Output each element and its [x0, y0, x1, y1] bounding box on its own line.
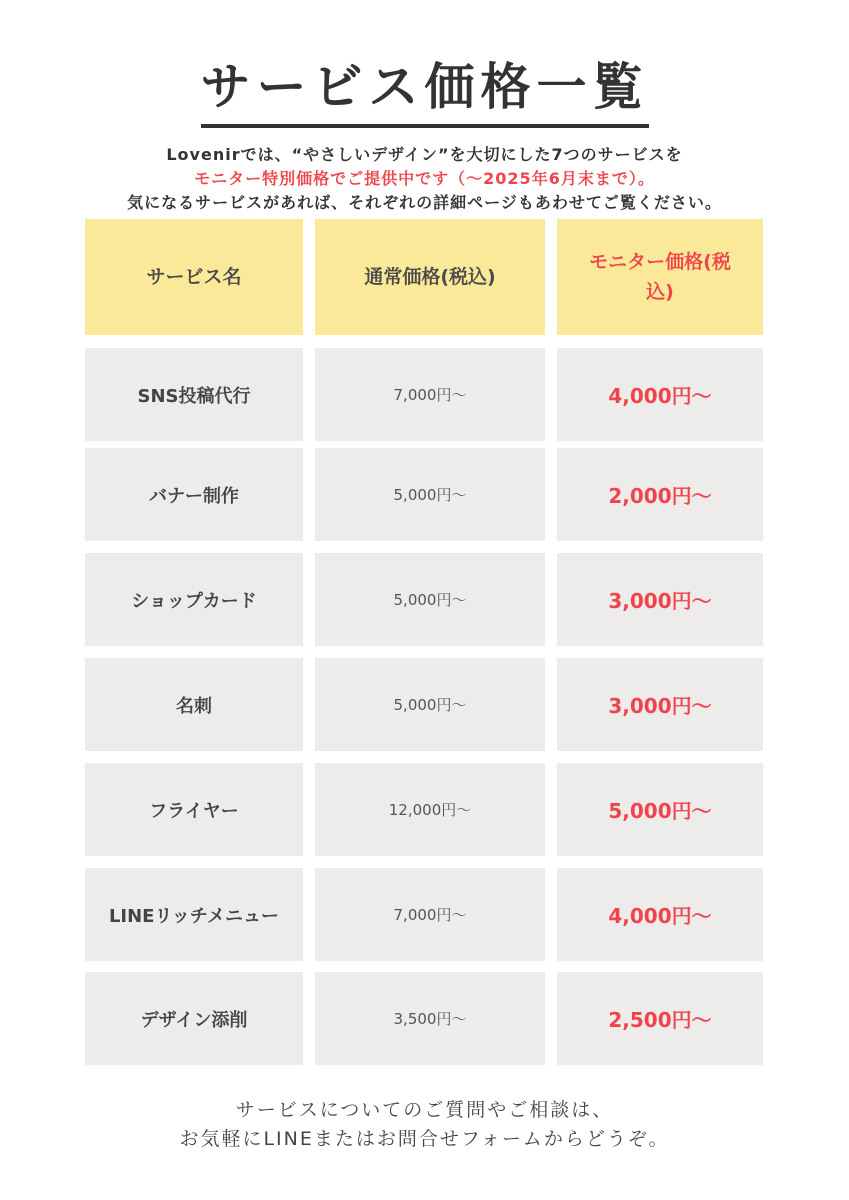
service-name: フライヤー: [85, 763, 303, 856]
footer-line-2: お気軽にLINEまたはお問合せフォームからどうぞ。: [179, 1128, 670, 1150]
header-service-name: サービス名: [85, 219, 303, 335]
monitor-price: 2,000円～: [557, 448, 763, 541]
regular-price: 3,500円～: [315, 972, 545, 1065]
regular-price: 7,000円～: [315, 348, 545, 441]
monitor-price: 4,000円～: [557, 868, 763, 961]
intro-line-3: 気になるサービスがあれば、それぞれの詳細ページもあわせてご覧ください。: [127, 193, 722, 212]
intro-line-2-highlight: モニター特別価格でご提供中です（～2025年6月末まで）。: [194, 169, 655, 188]
service-name: SNS投稿代行: [85, 348, 303, 441]
regular-price: 12,000円～: [315, 763, 545, 856]
page-title: [0, 52, 849, 128]
service-name: バナー制作: [85, 448, 303, 541]
monitor-price: 3,000円～: [557, 658, 763, 751]
regular-price: 7,000円～: [315, 868, 545, 961]
footer-line-1: サービスについてのご質問やご相談は、: [235, 1099, 614, 1121]
service-name: LINEリッチメニュー: [85, 868, 303, 961]
monitor-price: 2,500円～: [557, 972, 763, 1065]
regular-price: 5,000円～: [315, 448, 545, 541]
service-name: ショップカード: [85, 553, 303, 646]
monitor-price: 4,000円～: [557, 348, 763, 441]
regular-price: 5,000円～: [315, 658, 545, 751]
header-regular-price: 通常価格(税込): [315, 219, 545, 335]
monitor-price: 5,000円～: [557, 763, 763, 856]
regular-price: 5,000円～: [315, 553, 545, 646]
service-name: 名刺: [85, 658, 303, 751]
page-title-text: サービス価格一覧: [201, 52, 649, 128]
service-name: デザイン添削: [85, 972, 303, 1065]
monitor-price: 3,000円～: [557, 553, 763, 646]
intro-line-1: Lovenirでは、“やさしいデザイン”を大切にした7つのサービスを: [166, 145, 683, 164]
header-monitor-price: モニター価格(税込): [557, 219, 763, 335]
